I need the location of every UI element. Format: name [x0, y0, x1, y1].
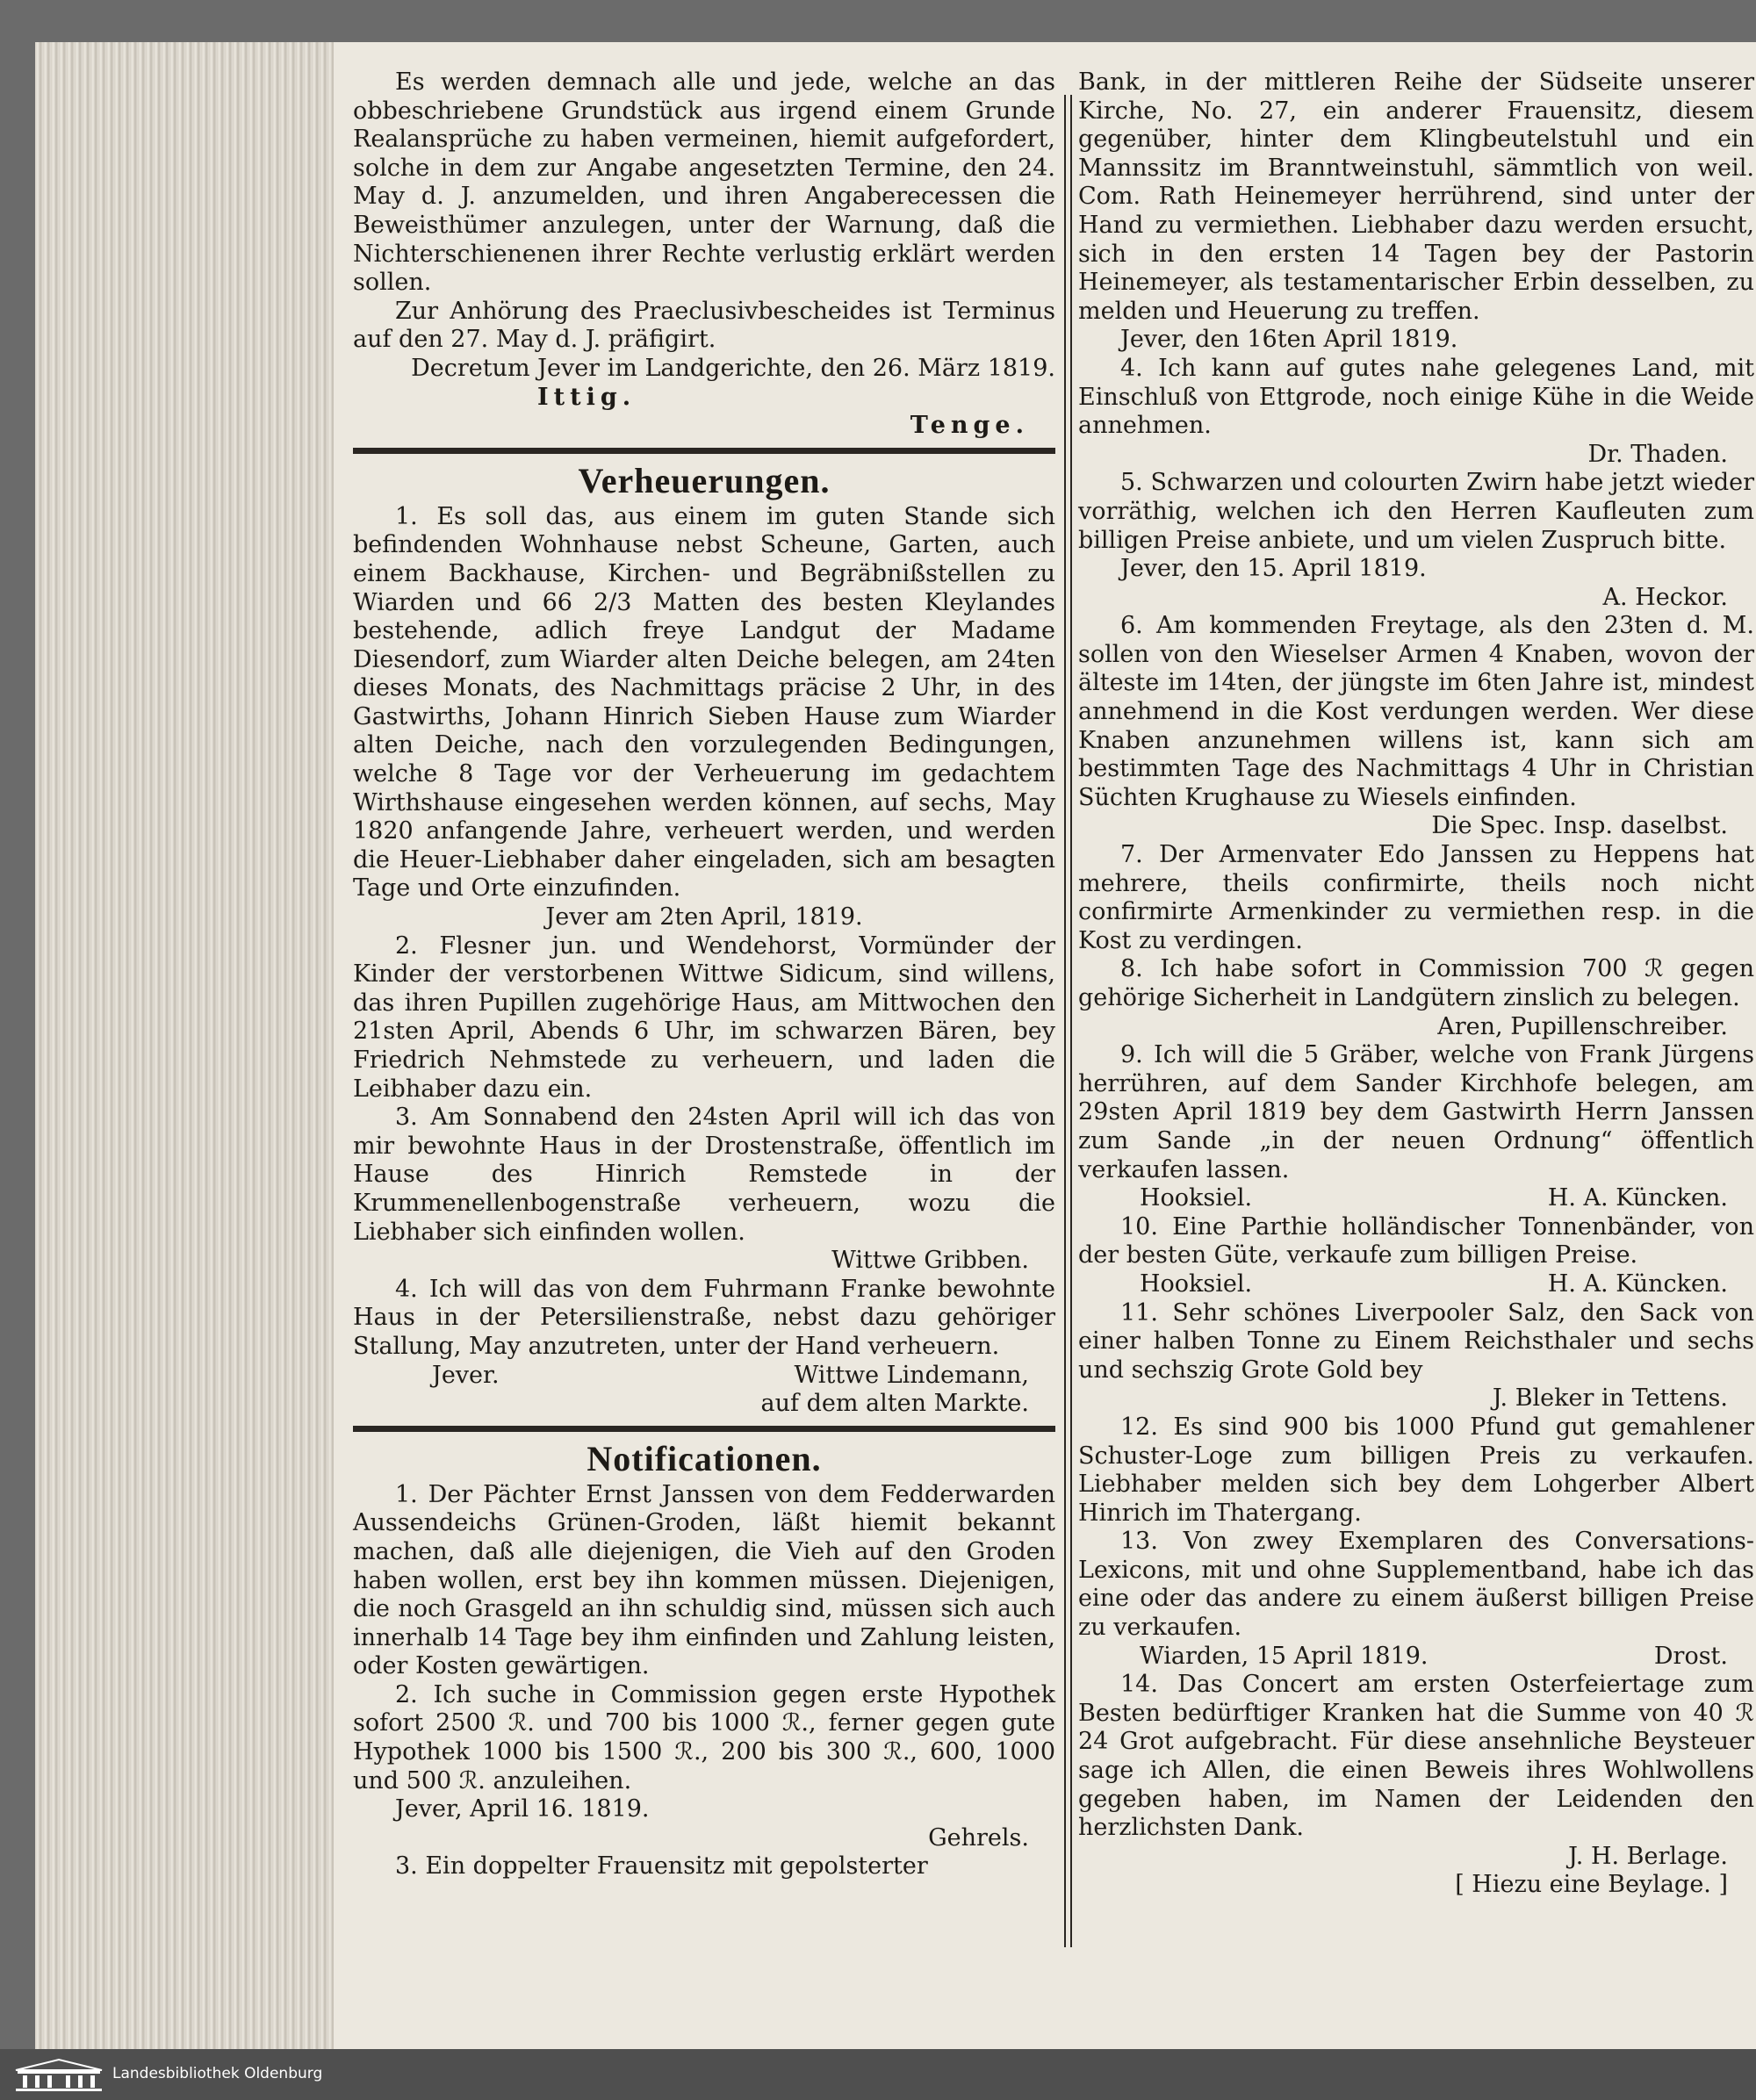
signature: A. Heckor. [1602, 583, 1728, 611]
notice-item: 4. Ich will das von dem Fuhrmann Franke bewohnte Haus in der Petersilienstraße, nebst dazu gehöriger Stallung, May anzutreten, unter der Hand verheuern. [353, 1275, 1055, 1360]
signature: Wittwe Gribben. [831, 1247, 1029, 1275]
signature: Aren, Pupillenschreiber. [1437, 1012, 1728, 1040]
signature: H. A. Küncken. [1547, 1184, 1728, 1212]
signature: H. A. Küncken. [1547, 1269, 1728, 1298]
notice-item: 2. Flesner jun. und Wendehorst, Vormünder der Kinder der verstorbenen Wittwe Sidicum, sind willens, das ihren Pupillen zugehörige Haus, am Mittwochen den 21sten April, Abends 6 Uhr, im schwarzen Bären, bey Friedrich Nehmstede zu verheuern, und laden die Leibhaber dazu ein. [353, 931, 1055, 1103]
notice-date: Jever, den 16ten April 1819. [1120, 326, 1458, 354]
signature: Wittwe Lindemann, [794, 1361, 1029, 1389]
notice-item: 14. Das Concert am ersten Osterfeiertage zum Besten bedürftiger Kranken hat die Summe von 40 ℛ 24 Grot aufgebracht. Für diese ansehnliche Beysteuer sage ich Allen, die einen Beweis ihres Wohlwollens gegeben haben, im Namen der Leidenden den herzlichsten Dank. [1078, 1671, 1754, 1842]
signature: Tenge. [910, 412, 1029, 440]
notice-place: Hooksiel. [1140, 1184, 1253, 1212]
decretum-line: Decretum Jever im Landgerichte, den 26. März 1819. [411, 354, 1055, 382]
notice-item: 12. Es sind 900 bis 1000 Pfund gut gemahlener Schuster-Loge zum billigen Preis zu verkaufen. Liebhaber melden sich bey dem Lohgerber Albert Hinrich im Thatergang. [1078, 1413, 1754, 1527]
notice-date: Wiarden, 15 April 1819. [1140, 1642, 1429, 1670]
notice-item: 8. Ich habe sofort in Commission 700 ℛ gegen gehörige Sicherheit in Landgütern zinslich zu belegen. [1078, 955, 1754, 1011]
notice-date: Jever, den 15. April 1819. [1120, 555, 1427, 583]
paragraph: Es werden demnach alle und jede, welche an das obbeschriebene Grundstück aus irgend einem Grunde Realansprüche zu haben vermeinen, hiemit aufgefordert, solche in dem zur Angabe angesetzten Termine, den 24. May d. J. anzumelden, und ihren Angaberecessen die Beweisthümer anzulegen, unter der Warnung, daß die Nichterschienenen ihrer Rechte verlustig erklärt werden sollen. [353, 68, 1055, 297]
notice-date: Jever, April 16. 1819. [395, 1795, 650, 1823]
signature-block [1078, 1643, 1754, 1672]
notice-item: 11. Sehr schönes Liverpooler Salz, den Sack von einer halben Tonne zu Einem Reichsthaler und sechs und sechszig Grote Gold bey [1078, 1298, 1754, 1384]
notice-item: 1. Es soll das, aus einem im guten Stande sich befindenden Wohnhause nebst Scheune, Garten, auch einem Backhause, Kirchen- und Begräbnißstellen zu Wiarden und 66 2/3 Matten des besten Kleylandes bestehende, adlich freye Landgut der Madame Diesendorf, zum Wiarder alten Deiche belegen, am 24ten dieses Monats, des Nachmittags präcise 2 Uhr, in des Gastwirths, Johann Hinrich Sieben Hause zum Wiarder alten Deiche, nach den vorzulegenden Bedingungen, welche 8 Tage vor der Verheuerung im gedachtem Wirthshause eingesehen werden können, auf sechs, May 1820 anfangende Jahre, verheuert werden, und werden die Heuer-Liebhaber daher eingeladen, sich am besagten Tage und Orte einzufinden. [353, 502, 1055, 903]
notice-place: Jever. [432, 1361, 500, 1389]
signature-block [1078, 1184, 1754, 1213]
notice-item: 7. Der Armenvater Edo Janssen zu Heppens hat mehrere, theils confirmirte, theils noch nicht confirmirte Armenkinder zu vermiethen resp. in die Kost zu verdingen. [1078, 841, 1754, 954]
notice-item: 2. Ich suche in Commission gegen erste Hypothek sofort 2500 ℛ. und 700 bis 1000 ℛ., ferner gegen gute Hypothek 1000 bis 1500 ℛ., 200 bis 300 ℛ., 600, 1000 und 500 ℛ. anzuleihen. [353, 1680, 1055, 1794]
section-rule [353, 448, 1055, 454]
footer-bar [0, 2049, 1756, 2100]
section-heading: Verheuerungen. [578, 460, 831, 500]
notice-item: 4. Ich kann auf gutes nahe gelegenes Land, mit Einschluß von Ettgrode, noch einige Kühe in die Weide annehmen. [1078, 354, 1754, 440]
notice-place: Hooksiel. [1140, 1269, 1253, 1298]
signature: Dr. Thaden. [1587, 440, 1728, 468]
signature: Drost. [1653, 1642, 1728, 1670]
notice-item: 9. Ich will die 5 Gräber, welche von Frank Jürgens herrühren, auf dem Sander Kirchhofe belegen, am 29sten April 1819 bey dem Gastwirth Herrn Janssen zum Sande „in der neuen Ordnung“ öffentlich verkaufen lassen. [1078, 1041, 1754, 1183]
paragraph: Zur Anhörung des Praeclusivbescheides ist Terminus auf den 27. May d. J. präfigirt. [353, 297, 1055, 354]
signature: auf dem alten Markte. [760, 1390, 1029, 1418]
left-column [353, 68, 1055, 1881]
page-edge-stack [35, 42, 334, 2049]
notice-item: 6. Am kommenden Freytage, als den 23ten d. M. sollen von den Wieselser Armen 4 Knaben, wovon der älteste im 14ten, der jüngste im 6ten Jahre ist, mindest annehmend in die Kost verdungen werden. Wer diese Knaben anzunehmen willens ist, kann sich am bestimmten Tage des Nachmittags 4 Uhr in Christian Süchten Krughause zu Wiesels einfinden. [1078, 612, 1754, 811]
signature: J. Bleker in Tettens. [1492, 1384, 1728, 1413]
signature-block [1078, 1270, 1754, 1299]
right-column [1078, 68, 1754, 1900]
signature: Gehrels. [928, 1823, 1029, 1852]
signature-block [353, 1362, 1055, 1391]
signature: Die Spec. Insp. daselbst. [1431, 812, 1728, 840]
notice-item: 5. Schwarzen und colourten Zwirn habe jetzt wieder vorräthig, welchen ich den Herren Kaufleuten zum billigen Preise anbiete, und um vielen Zuspruch bitte. [1078, 469, 1754, 554]
supplement-note: [ Hiezu eine Beylage. ] [1455, 1871, 1728, 1899]
notice-item: 1. Der Pächter Ernst Janssen von dem Fedderwarden Aussendeichs Grünen-Groden, läßt hiemit bekannt machen, daß alle diejenigen, die Vieh auf den Groden haben wollen, erst bey ihn kommen müssen. Diejenigen, die noch Grasgeld an ihn schuldig sind, müssen sich auch innerhalb 14 Tage bey ihm einfinden und Zahlung leisten, oder Kosten gewärtigen. [353, 1480, 1055, 1680]
library-name: Landesbibliothek Oldenburg [112, 2065, 323, 2082]
signature: Ittig. [537, 383, 637, 411]
notice-date: Jever am 2ten April, 1819. [545, 903, 863, 931]
signature: J. H. Berlage. [1568, 1842, 1728, 1870]
section-heading: Notificationen. [587, 1438, 822, 1478]
scanned-page [35, 42, 1756, 2049]
notice-item: 3. Ein doppelter Frauensitz mit gepolsterter [395, 1852, 928, 1881]
section-rule [353, 1426, 1055, 1432]
library-building-icon [12, 2058, 105, 2093]
notice-item: 3. Am Sonnabend den 24sten April will ich das von mir bewohnte Haus in der Drostenstraße, öffentlich im Hause des Hinrich Remstede in der Krummenellenbogenstraße verheuern, wozu die Liebhaber sich einfinden wollen. [353, 1104, 1055, 1246]
notice-item: 13. Von zwey Exemplaren des Conversations-Lexicons, mit und ohne Supplementband, habe ich das eine oder das andere zu einem äußerst billigen Preise zu verkaufen. [1078, 1528, 1754, 1642]
column-divider [1064, 95, 1072, 1947]
notice-item: Bank, in der mittleren Reihe der Südseite unserer Kirche, No. 27, ein anderer Frauensitz, diesem gegenüber, hinter dem Klingbeutelstuhl und ein Mannssitz im Branntweinstuhl, sämmtlich von weil. Com. Rath Heinemeyer herrührend, sind unter der Hand zu vermiethen. Liebhaber dazu werden ersucht, sich in den ersten 14 Tagen bey der Pastorin Heinemeyer, als testamentarischer Erbin desselben, zu melden und Heuerung zu treffen. [1078, 68, 1754, 325]
notice-item: 10. Eine Parthie holländischer Tonnenbänder, von der besten Güte, verkaufe zum billigen Preise. [1078, 1212, 1754, 1269]
